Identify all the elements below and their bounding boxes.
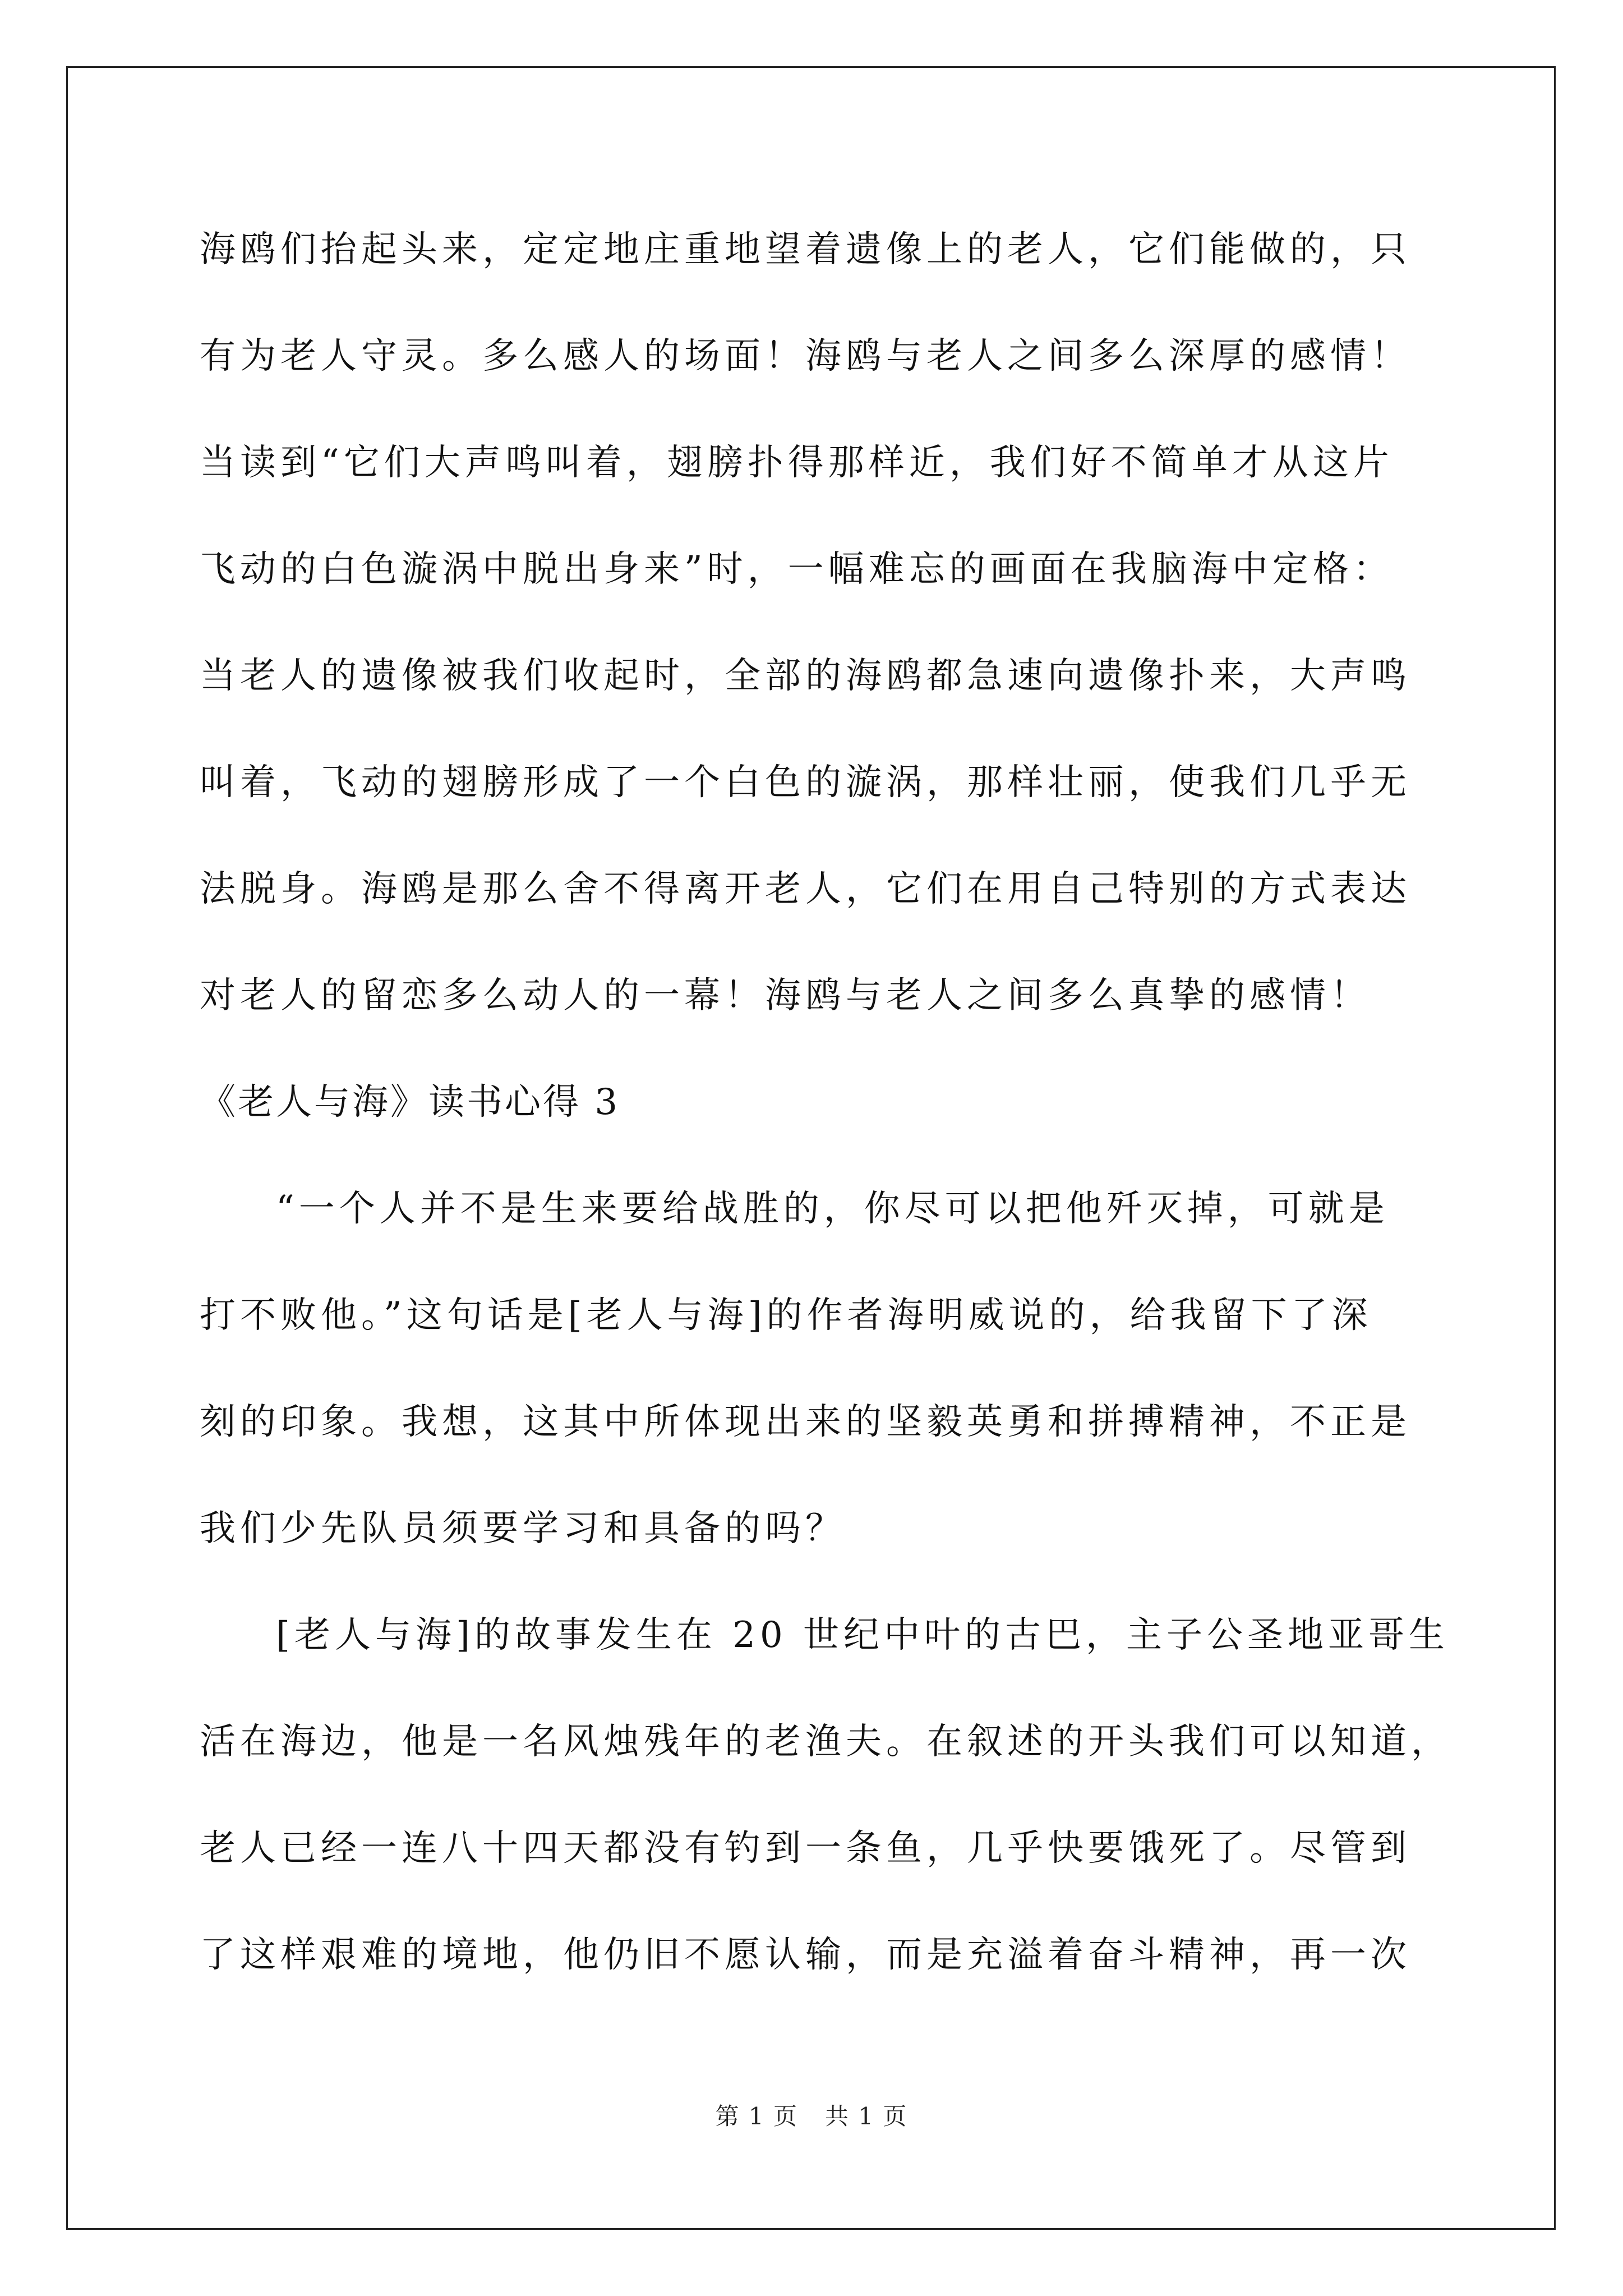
text-line: 了这样艰难的境地，他仍旧不愿认输，而是充溢着奋斗精神，再一次 xyxy=(200,1934,1411,1976)
document-body xyxy=(200,213,1451,2025)
text-line: 刻的印象。我想，这其中所体现出来的坚毅英勇和拼搏精神，不正是 xyxy=(200,1401,1411,1443)
text-line: 打不败他。”这句话是[老人与海]的作者海明威说的，给我留下了深 xyxy=(200,1295,1372,1336)
page-total: 共 1 页 xyxy=(825,2102,908,2130)
text-line: 活在海边，他是一名风烛残年的老渔夫。在叙述的开头我们可以知道， xyxy=(200,1721,1451,1763)
text-line: [老人与海]的故事发生在 20 世纪中叶的古巴，主子公圣地亚哥生 xyxy=(276,1614,1450,1656)
text-line: 当读到“它们大声鸣叫着，翅膀扑得那样近，我们好不简单才从这片 xyxy=(200,442,1394,484)
text-line: 老人已经一连八十四天都没有钓到一条鱼，几乎快要饿死了。尽管到 xyxy=(200,1828,1411,1869)
text-line: 海鸥们抬起头来，定定地庄重地望着遗像上的老人，它们能做的，只 xyxy=(200,229,1411,270)
text-line: 叫着，飞动的翅膀形成了一个白色的漩涡，那样壮丽，使我们几乎无 xyxy=(200,762,1411,803)
text-line: 我们少先队员须要学习和具备的吗？ xyxy=(200,1508,846,1549)
page-number: 第 1 页 xyxy=(715,2102,798,2130)
text-line: 有为老人守灵。多么感人的场面！海鸥与老人之间多么深厚的感情！ xyxy=(200,335,1411,377)
text-line: 当老人的遗像被我们收起时，全部的海鸥都急速向遗像扑来，大声鸣 xyxy=(200,655,1411,697)
section-heading: 《老人与海》读书心得 3 xyxy=(200,1082,620,1123)
text-line: 对老人的留恋多么动人的一幕！海鸥与老人之间多么真挚的感情！ xyxy=(200,975,1371,1016)
text-line: 飞动的白色漩涡中脱出身来”时，一幅难忘的画面在我脑海中定格： xyxy=(200,549,1394,590)
text-line: 法脱身。海鸥是那么舍不得离开老人，它们在用自己特别的方式表达 xyxy=(200,868,1411,910)
page-footer xyxy=(0,2098,1623,2132)
text-line: “一个人并不是生来要给战胜的，你尽可以把他歼灭掉，可就是 xyxy=(276,1188,1389,1230)
